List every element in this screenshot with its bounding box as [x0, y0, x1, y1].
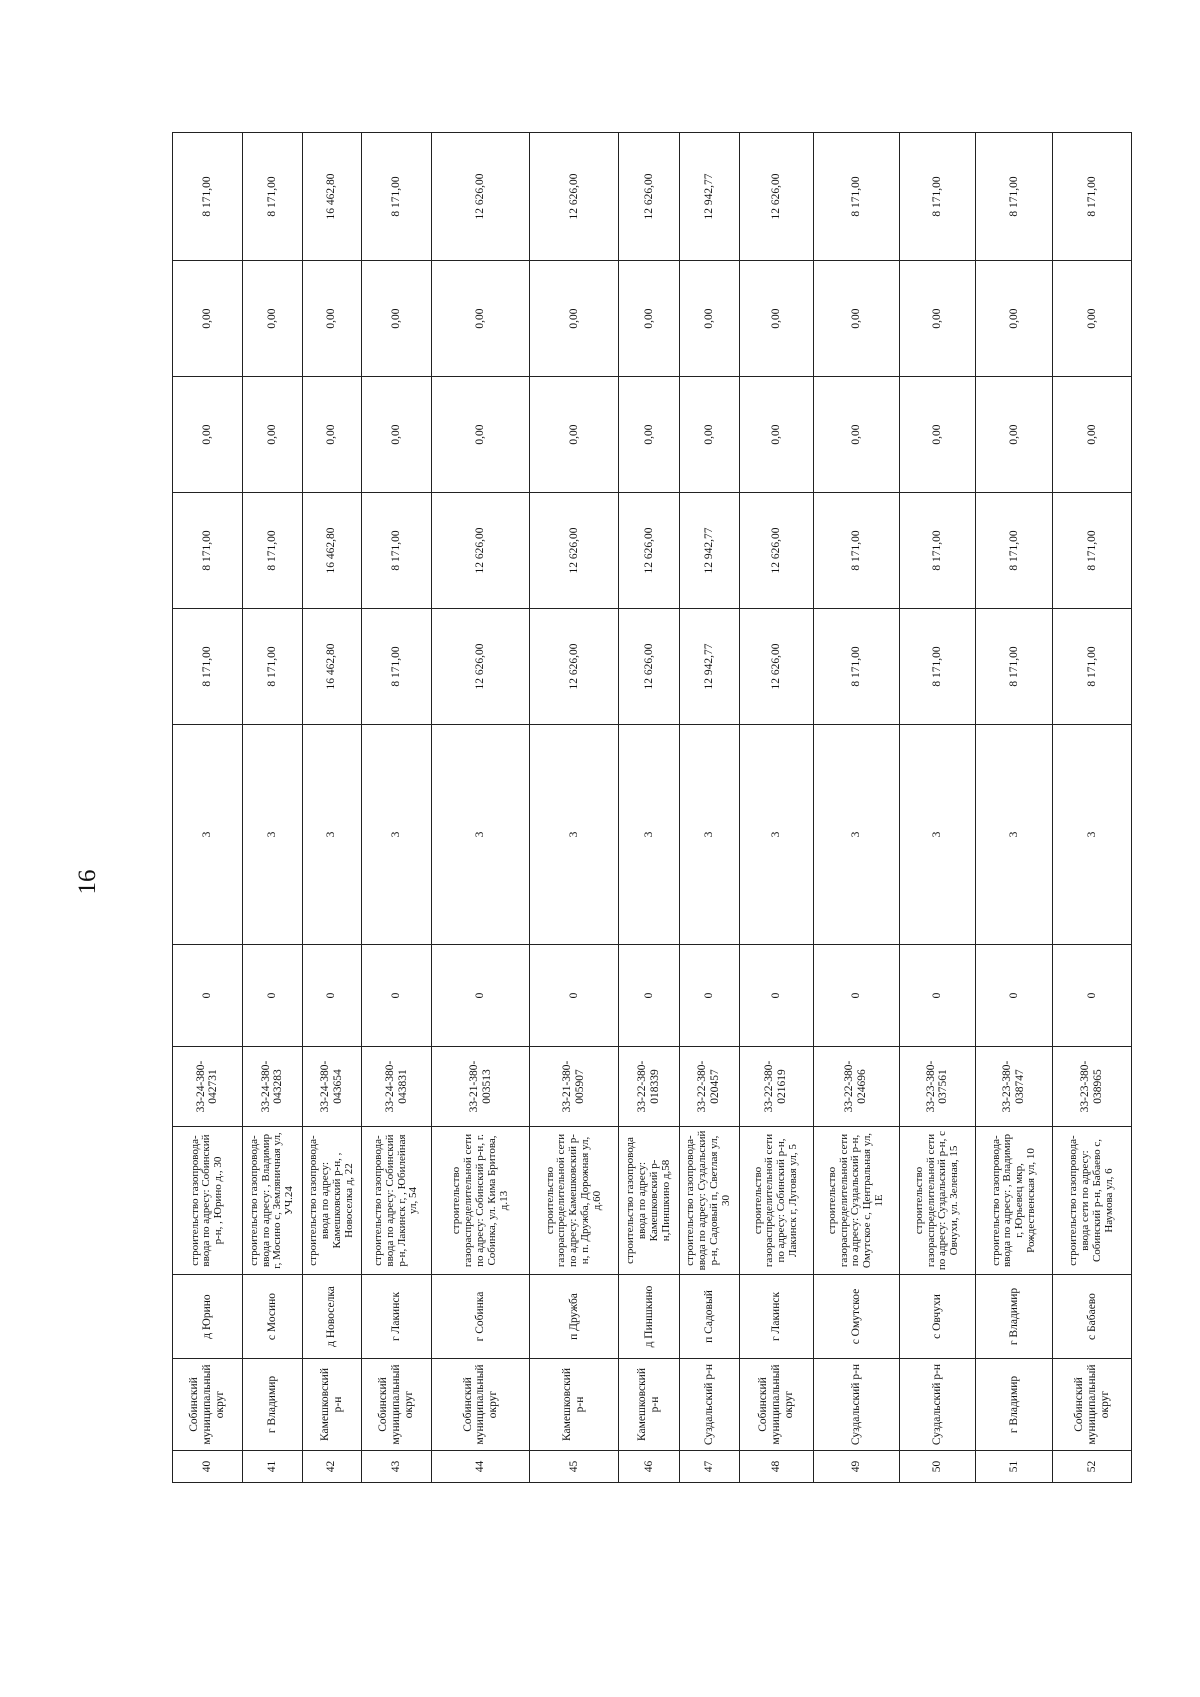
district-cell: г Владимир — [976, 1359, 1053, 1451]
category-cell: 3 — [303, 725, 362, 945]
district-cell: Суздальский р-н — [679, 1359, 739, 1451]
category-cell: 3 — [361, 725, 432, 945]
row-number: 43 — [361, 1451, 432, 1483]
amount-cell-1: 8 171,00 — [899, 609, 975, 725]
zero-cell: 0 — [173, 945, 243, 1047]
code-cell: 33-22-380-024696 — [813, 1047, 899, 1127]
amount-cell-3: 12 626,00 — [739, 133, 813, 261]
category-cell: 3 — [173, 725, 243, 945]
amount-cell-1: 12 942,77 — [679, 609, 739, 725]
locality-cell: с Мосино — [242, 1275, 302, 1359]
locality-cell: с Овчухи — [899, 1275, 975, 1359]
code-cell: 33-23-380-037561 — [899, 1047, 975, 1127]
locality-cell: г Лакинск — [361, 1275, 432, 1359]
description-cell: строительство газораспределительной сети по адресу: Суздальский р-н, с Овчухи, ул. Зеленая, 15 — [899, 1127, 975, 1275]
description-cell: строительство газопровода-ввода по адресу: Собинский р-н, Лакинск г, , Юбилейная ул, 54 — [361, 1127, 432, 1275]
amount-cell-1: 12 626,00 — [432, 609, 530, 725]
amount-cell-1: 12 626,00 — [530, 609, 619, 725]
code-cell: 33-23-380-038965 — [1053, 1047, 1132, 1127]
amount-cell-2: 12 626,00 — [619, 493, 679, 609]
amount-cell-1: 8 171,00 — [976, 609, 1053, 725]
district-cell: Собинский муниципальный округ — [739, 1359, 813, 1451]
district-cell: г Владимир — [242, 1359, 302, 1451]
amount-cell-2: 8 171,00 — [242, 493, 302, 609]
amount-cell-2: 8 171,00 — [1053, 493, 1132, 609]
description-cell: строительство газопровода-ввода по адресу: Камешковский р-н, , Новоселка д, 22 — [303, 1127, 362, 1275]
table-row — [619, 133, 679, 1483]
district-cell: Собинский муниципальный округ — [1053, 1359, 1132, 1451]
locality-cell: д Пиншкино — [619, 1275, 679, 1359]
amount-cell-2: 8 171,00 — [976, 493, 1053, 609]
zero-cell: 0 — [242, 945, 302, 1047]
description-cell: строительство газораспределительной сети по адресу: Собинский р-н, Лакинск г, Луговая ул, 5 — [739, 1127, 813, 1275]
district-cell: Суздальский р-н — [899, 1359, 975, 1451]
district-cell: Собинский муниципальный округ — [432, 1359, 530, 1451]
zero-amount-cell-1: 0,00 — [530, 377, 619, 493]
category-cell: 3 — [813, 725, 899, 945]
amount-cell-3: 12 626,00 — [530, 133, 619, 261]
description-cell: строительство газопровода-ввода сети по адресу: Собинский р-н, Бабаево с, Наумова ул, 6 — [1053, 1127, 1132, 1275]
amount-cell-1: 8 171,00 — [1053, 609, 1132, 725]
amount-cell-2: 8 171,00 — [813, 493, 899, 609]
amount-cell-2: 8 171,00 — [173, 493, 243, 609]
district-cell: Суздальский р-н — [813, 1359, 899, 1451]
amount-cell-2: 12 626,00 — [530, 493, 619, 609]
table-row — [679, 133, 739, 1483]
code-cell: 33-23-380-038747 — [976, 1047, 1053, 1127]
amount-cell-3: 8 171,00 — [173, 133, 243, 261]
row-number: 41 — [242, 1451, 302, 1483]
zero-cell: 0 — [361, 945, 432, 1047]
row-number: 45 — [530, 1451, 619, 1483]
zero-amount-cell-2: 0,00 — [976, 261, 1053, 377]
code-cell: 33-24-380-043283 — [242, 1047, 302, 1127]
table-body — [173, 133, 1132, 1483]
amount-cell-2: 12 626,00 — [432, 493, 530, 609]
category-cell: 3 — [899, 725, 975, 945]
amount-cell-2: 8 171,00 — [361, 493, 432, 609]
amount-cell-2: 16 462,80 — [303, 493, 362, 609]
amount-cell-3: 8 171,00 — [899, 133, 975, 261]
data-table — [172, 132, 1132, 1483]
description-cell: строительство газораспределительной сети по адресу: Камешковский р-н, п. Дружба, Дорожная ул, д.60 — [530, 1127, 619, 1275]
page-number: 16 — [74, 869, 101, 895]
category-cell: 3 — [242, 725, 302, 945]
zero-cell: 0 — [530, 945, 619, 1047]
row-number: 51 — [976, 1451, 1053, 1483]
zero-amount-cell-1: 0,00 — [1053, 377, 1132, 493]
zero-amount-cell-1: 0,00 — [619, 377, 679, 493]
zero-amount-cell-1: 0,00 — [432, 377, 530, 493]
amount-cell-2: 8 171,00 — [899, 493, 975, 609]
code-cell: 33-22-380-020457 — [679, 1047, 739, 1127]
zero-cell: 0 — [1053, 945, 1132, 1047]
zero-amount-cell-1: 0,00 — [303, 377, 362, 493]
table-row — [432, 133, 530, 1483]
zero-amount-cell-1: 0,00 — [899, 377, 975, 493]
locality-cell: с Бабаево — [1053, 1275, 1132, 1359]
locality-cell: п Дружба — [530, 1275, 619, 1359]
amount-cell-1: 12 626,00 — [739, 609, 813, 725]
table-row — [530, 133, 619, 1483]
zero-amount-cell-1: 0,00 — [976, 377, 1053, 493]
table-row — [813, 133, 899, 1483]
district-cell: Собинский муниципальный округ — [361, 1359, 432, 1451]
amount-cell-3: 12 626,00 — [432, 133, 530, 261]
row-number: 49 — [813, 1451, 899, 1483]
table-row — [739, 133, 813, 1483]
row-number: 52 — [1053, 1451, 1132, 1483]
amount-cell-1: 12 626,00 — [619, 609, 679, 725]
amount-cell-2: 12 626,00 — [739, 493, 813, 609]
zero-amount-cell-2: 0,00 — [530, 261, 619, 377]
description-cell: строительство газопровода-ввода по адресу: Суздальский р-н, Садовый п, Светлая ул, 30 — [679, 1127, 739, 1275]
zero-amount-cell-1: 0,00 — [813, 377, 899, 493]
locality-cell: п Садовый — [679, 1275, 739, 1359]
table-row — [976, 133, 1053, 1483]
amount-cell-3: 16 462,80 — [303, 133, 362, 261]
description-cell: строительство газопровода-ввода по адресу: Собинский р-н, , Юрино д., 30 — [173, 1127, 243, 1275]
category-cell: 3 — [530, 725, 619, 945]
row-number: 44 — [432, 1451, 530, 1483]
zero-amount-cell-2: 0,00 — [303, 261, 362, 377]
zero-amount-cell-2: 0,00 — [1053, 261, 1132, 377]
district-cell: Камешковский р-н — [303, 1359, 362, 1451]
zero-amount-cell-1: 0,00 — [242, 377, 302, 493]
district-cell: Собинский муниципальный округ — [173, 1359, 243, 1451]
table-row — [1053, 133, 1132, 1483]
zero-cell: 0 — [303, 945, 362, 1047]
zero-amount-cell-2: 0,00 — [899, 261, 975, 377]
locality-cell: д Юрино — [173, 1275, 243, 1359]
category-cell: 3 — [432, 725, 530, 945]
zero-amount-cell-2: 0,00 — [361, 261, 432, 377]
locality-cell: д Новоселка — [303, 1275, 362, 1359]
amount-cell-3: 8 171,00 — [242, 133, 302, 261]
row-number: 46 — [619, 1451, 679, 1483]
table-row — [361, 133, 432, 1483]
amount-cell-3: 8 171,00 — [813, 133, 899, 261]
code-cell: 33-21-380-005907 — [530, 1047, 619, 1127]
zero-amount-cell-2: 0,00 — [619, 261, 679, 377]
table-row — [303, 133, 362, 1483]
description-cell: строительство газопровода ввода по адресу: Камешковский р-н,Пиншкино д,58 — [619, 1127, 679, 1275]
description-cell: строительство газораспределительной сети по адресу: Суздальский р-н, Омутское с, Центральная ул, 1Е — [813, 1127, 899, 1275]
zero-amount-cell-1: 0,00 — [679, 377, 739, 493]
district-cell: Камешковский р-н — [530, 1359, 619, 1451]
code-cell: 33-22-380-018339 — [619, 1047, 679, 1127]
locality-cell: с Омутское — [813, 1275, 899, 1359]
row-number: 50 — [899, 1451, 975, 1483]
code-cell: 33-22-380-021619 — [739, 1047, 813, 1127]
district-cell: Камешковский р-н — [619, 1359, 679, 1451]
code-cell: 33-24-380-042731 — [173, 1047, 243, 1127]
amount-cell-2: 12 942,77 — [679, 493, 739, 609]
category-cell: 3 — [619, 725, 679, 945]
row-number: 42 — [303, 1451, 362, 1483]
zero-cell: 0 — [619, 945, 679, 1047]
zero-amount-cell-1: 0,00 — [173, 377, 243, 493]
amount-cell-3: 8 171,00 — [1053, 133, 1132, 261]
row-number: 40 — [173, 1451, 243, 1483]
amount-cell-1: 8 171,00 — [173, 609, 243, 725]
zero-amount-cell-2: 0,00 — [739, 261, 813, 377]
zero-amount-cell-1: 0,00 — [361, 377, 432, 493]
zero-cell: 0 — [899, 945, 975, 1047]
category-cell: 3 — [1053, 725, 1132, 945]
amount-cell-1: 8 171,00 — [242, 609, 302, 725]
category-cell: 3 — [976, 725, 1053, 945]
zero-amount-cell-1: 0,00 — [739, 377, 813, 493]
zero-amount-cell-2: 0,00 — [813, 261, 899, 377]
zero-amount-cell-2: 0,00 — [242, 261, 302, 377]
amount-cell-3: 12 942,77 — [679, 133, 739, 261]
zero-amount-cell-2: 0,00 — [432, 261, 530, 377]
table-container — [172, 133, 1132, 1483]
amount-cell-1: 8 171,00 — [361, 609, 432, 725]
table-row — [899, 133, 975, 1483]
description-cell: строительство газораспределительной сети по адресу: Собинский р-н, г. Собинка, ул. Кима Бритова, д.13 — [432, 1127, 530, 1275]
category-cell: 3 — [739, 725, 813, 945]
locality-cell: г Собинка — [432, 1275, 530, 1359]
zero-cell: 0 — [813, 945, 899, 1047]
description-cell: строительство газопровода-ввода по адресу: , Владимир г, Юрьевец мкр, Рождественская ул, 10 — [976, 1127, 1053, 1275]
table-row — [242, 133, 302, 1483]
locality-cell: г Лакинск — [739, 1275, 813, 1359]
zero-amount-cell-2: 0,00 — [679, 261, 739, 377]
code-cell: 33-24-380-043654 — [303, 1047, 362, 1127]
zero-amount-cell-2: 0,00 — [173, 261, 243, 377]
zero-cell: 0 — [432, 945, 530, 1047]
amount-cell-3: 8 171,00 — [976, 133, 1053, 261]
zero-cell: 0 — [739, 945, 813, 1047]
category-cell: 3 — [679, 725, 739, 945]
row-number: 48 — [739, 1451, 813, 1483]
table-row — [173, 133, 243, 1483]
description-cell: строительство газопровода-ввода по адресу: , Владимир г, Мосино с, Земляничная ул, УЧ.24 — [242, 1127, 302, 1275]
amount-cell-3: 8 171,00 — [361, 133, 432, 261]
code-cell: 33-24-380-043831 — [361, 1047, 432, 1127]
amount-cell-1: 8 171,00 — [813, 609, 899, 725]
zero-cell: 0 — [679, 945, 739, 1047]
amount-cell-3: 12 626,00 — [619, 133, 679, 261]
amount-cell-1: 16 462,80 — [303, 609, 362, 725]
code-cell: 33-21-380-003513 — [432, 1047, 530, 1127]
locality-cell: г Владимир — [976, 1275, 1053, 1359]
row-number: 47 — [679, 1451, 739, 1483]
zero-cell: 0 — [976, 945, 1053, 1047]
